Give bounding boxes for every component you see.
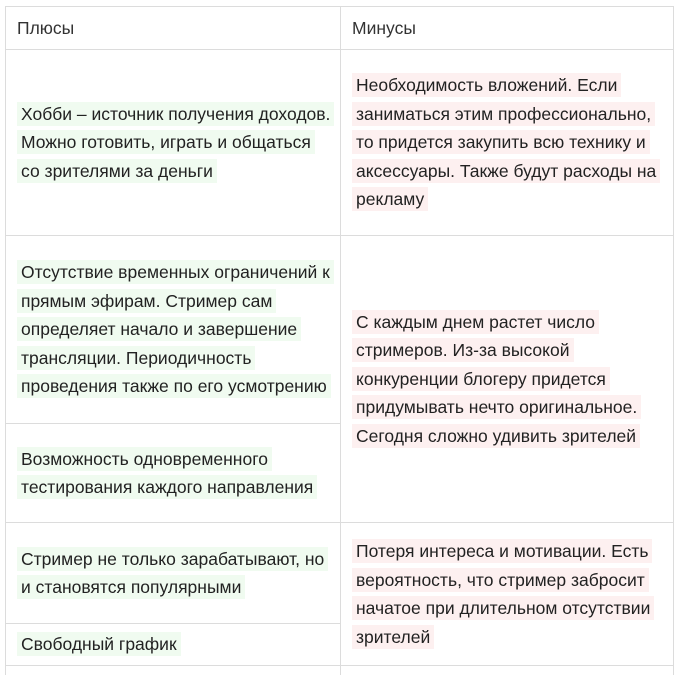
pros-cell [6,523,340,623]
pros-cell [6,50,340,235]
header-cons [341,7,673,49]
pros-text: Хобби – источник получения доходов. Можно готовить, играть и общаться со зрителями за деньги [17,102,334,183]
pros-text: Отсутствие временных ограничений к прямым эфирам. Стример сам определяет начало и завершение трансляции. Периодичность проведения также по его усмотрению [17,260,334,398]
cons-text: Потеря интереса и мотивации. Есть вероятность, что стример забросит начатое при длительном отсутствии зрителей [352,539,654,649]
pros-cell [6,236,340,423]
pros-text: Возможность одновременного тестирования каждого направления [17,447,317,500]
cons-cell [341,236,673,522]
cons-text: С каждым днем растет число стримеров. Из-за высокой конкуренции блогеру придется придумывать нечто оригинальное. Сегодня сложно удивить зрителей [352,310,641,448]
pros-cell [6,624,340,665]
pros-cons-table [5,6,674,675]
cons-text: Необходимость вложений. Если заниматься этим профессионально, то придется закупить всю технику и аксессуары. Также будут расходы на рекламу [352,73,660,211]
cons-cell [341,523,673,665]
pros-cell [6,424,340,522]
cons-cell [341,50,673,235]
row-divider [6,665,673,666]
header-pros [6,7,340,49]
header-cons-label: Минусы [352,17,416,38]
pros-text: Свободный график [17,632,181,656]
header-pros-label: Плюсы [17,17,75,38]
pros-text: Стример не только зарабатывают, но и становятся популярными [17,547,328,600]
